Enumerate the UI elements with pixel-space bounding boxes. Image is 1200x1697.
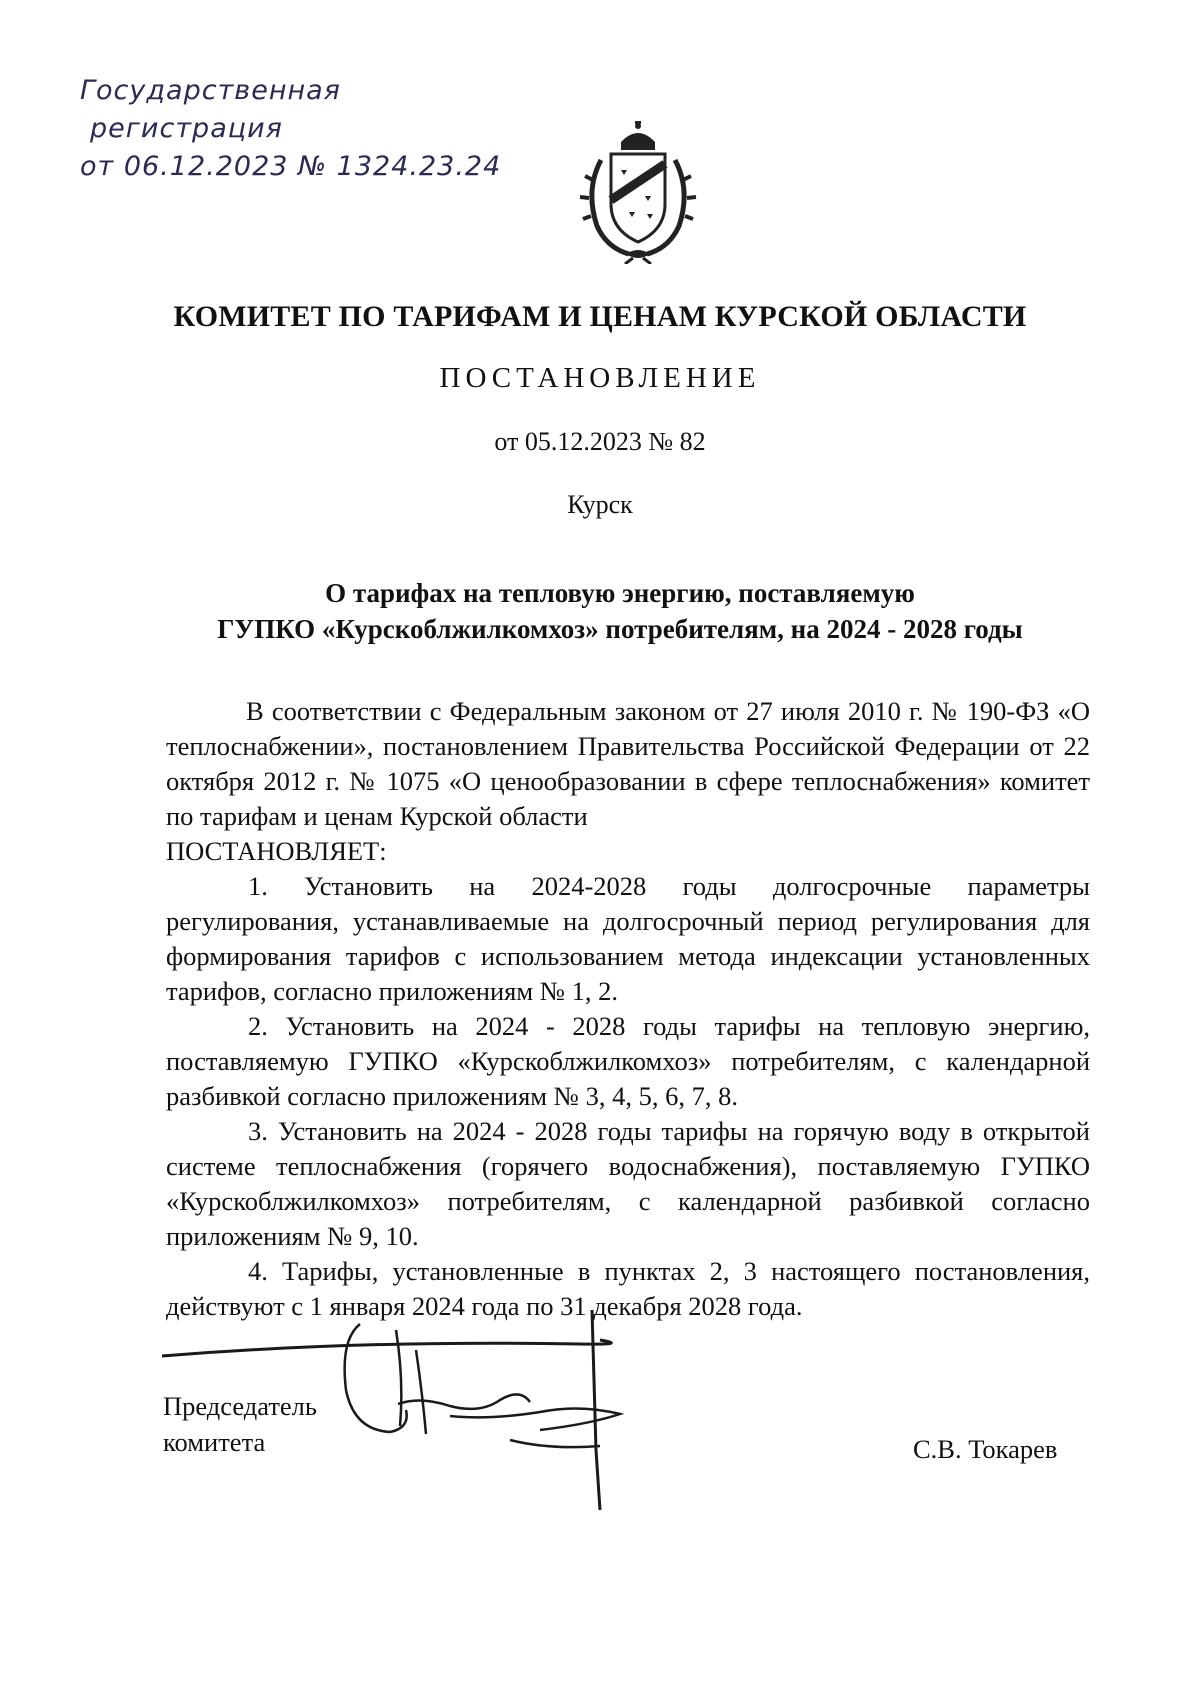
signer-name: С.В. Токарев [913,1434,1058,1464]
clause-2: 2. Установить на 2024 - 2028 годы тарифы на тепловую энергию, поставляемую ГУПКО «Курскоблжилкомхоз» потребителям, с календарной разбивкой согласно приложениям № 3, 4, 5, 6, 7, 8. [166,1011,1090,1111]
clause-3: 3. Установить на 2024 - 2028 годы тарифы на горячую воду в открытой системе теплоснабжения (горячего водоснабжения), поставляемую ГУПКО «Курскоблжилкомхоз» потребителям, с календарной разбивкой согласно приложениям № 9, 10. [166,1116,1090,1251]
subject-line1: О тарифах на тепловую энергию, поставляемую [325,578,915,608]
preamble-paragraph [166,694,1090,869]
registration-handwritten-note [80,72,500,186]
registration-note-line1: Государственная [80,75,341,106]
committee-name: КОМИТЕТ ПО ТАРИФАМ И ЦЕНАМ КУРСКОЙ ОБЛАСТИ [173,300,1027,333]
registration-note-line3: от 06.12.2023 № 1324.23.24 [80,151,502,182]
clause-1: 1. Установить на 2024-2028 годы долгосрочные параметры регулирования, устанавливаемые на долгосрочный период регулирования для формирования тарифов с использованием метода индексации установленных тарифов, согласно приложениям № 1, 2. [166,871,1090,1006]
document-body [166,694,1090,1324]
preamble-text: В соответствии с Федеральным законом от 27 июля 2010 г. № 190-ФЗ «О теплоснабжении», постановлением Правительства Российской Федерации от 22 октября 2012 г. № 1075 «О ценообразовании в сфере теплоснабжения» комитет по тарифам и ценам Курской области [166,696,1090,831]
document-date-number: от 05.12.2023 № 82 [494,427,706,456]
signer-title-line2: комитета [163,1427,266,1457]
registration-note-line2: регистрация [90,113,283,144]
document-subject [120,575,1120,647]
document-city: Курск [567,490,633,519]
signature-block [0,1300,1200,1580]
clause-4: 4. Тарифы, установленные в пунктах 2, 3 настоящего постановления, действуют с 1 января 2024 года по 31 декабря 2028 года. [166,1256,1090,1321]
signer-title-line1: Председатель [163,1391,317,1421]
document-type: ПОСТАНОВЛЕНИЕ [439,362,761,394]
coat-of-arms-icon [571,120,705,264]
signer-title [163,1388,317,1460]
decree-word: ПОСТАНОВЛЯЕТ: [166,836,387,866]
subject-line2: ГУПКО «Курскоблжилкомхоз» потребителям, на 2024 - 2028 годы [217,614,1023,644]
